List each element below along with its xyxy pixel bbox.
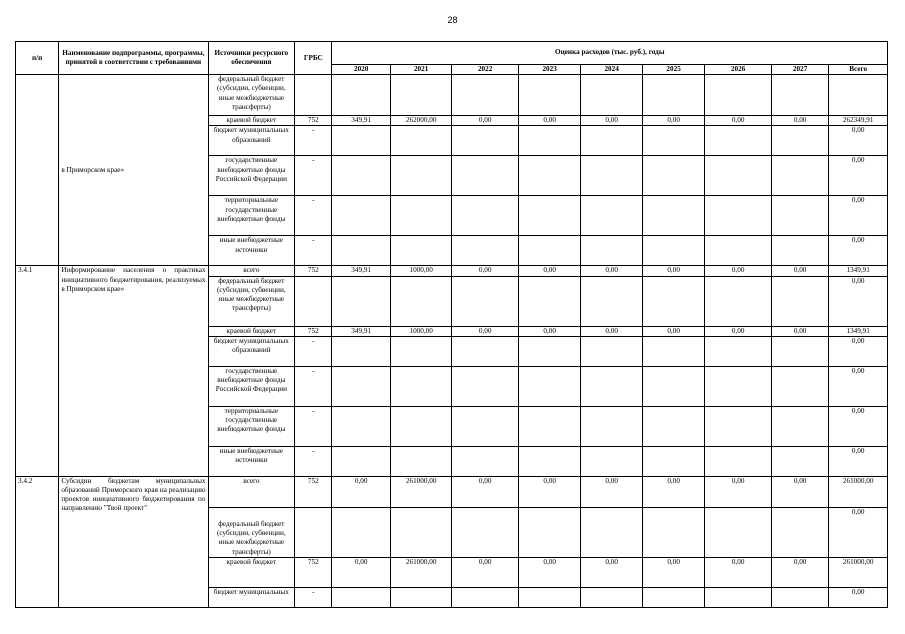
value-cell xyxy=(705,236,772,266)
value-cell xyxy=(518,507,580,557)
value-cell xyxy=(452,276,519,326)
total-cell: 0,00 xyxy=(829,126,888,156)
value-cell: 0,00 xyxy=(581,116,642,126)
grbs-cell: - xyxy=(295,126,332,156)
total-cell: 1349,91 xyxy=(829,266,888,276)
value-cell xyxy=(390,406,451,446)
value-cell: 0,00 xyxy=(771,116,828,126)
budget-table xyxy=(15,41,888,608)
value-cell: 0,00 xyxy=(705,326,772,336)
value-cell xyxy=(332,156,390,196)
grbs-cell: - xyxy=(295,236,332,266)
header-year: 2022 xyxy=(452,65,519,75)
value-cell xyxy=(390,336,451,366)
source-label: бюджет муниципальных xyxy=(208,587,295,607)
source-label: иные внебюджетные источники xyxy=(208,236,295,266)
value-cell xyxy=(581,276,642,326)
total-cell: 0,00 xyxy=(829,446,888,476)
program-name: Информирование населения о практиках инициативного бюджетирования, реализуемых в Приморском крае» xyxy=(59,266,208,476)
value-cell: 0,00 xyxy=(452,116,519,126)
value-cell xyxy=(452,446,519,476)
value-cell xyxy=(452,587,519,607)
value-cell: 261000,00 xyxy=(390,557,451,587)
value-cell xyxy=(642,406,704,446)
total-cell: 0,00 xyxy=(829,507,888,557)
value-cell xyxy=(332,236,390,266)
source-label: краевой бюджет xyxy=(208,116,295,126)
value-cell: 0,00 xyxy=(518,476,580,507)
value-cell xyxy=(771,446,828,476)
value-cell xyxy=(452,126,519,156)
value-cell xyxy=(332,507,390,557)
grbs-cell: - xyxy=(295,156,332,196)
grbs-cell: - xyxy=(295,587,332,607)
value-cell xyxy=(518,126,580,156)
value-cell: 0,00 xyxy=(771,557,828,587)
value-cell: 0,00 xyxy=(581,476,642,507)
value-cell xyxy=(771,507,828,557)
value-cell: 0,00 xyxy=(642,266,704,276)
value-cell: 0,00 xyxy=(771,326,828,336)
value-cell: 349,91 xyxy=(332,116,390,126)
grbs-cell: - xyxy=(295,336,332,366)
total-cell: 1349,91 xyxy=(829,326,888,336)
header-year: 2026 xyxy=(705,65,772,75)
value-cell xyxy=(642,336,704,366)
value-cell xyxy=(390,126,451,156)
source-label: федеральный бюджет (субсидии, субвенции, иные межбюджетные трансферты) xyxy=(208,507,295,557)
value-cell: 0,00 xyxy=(332,476,390,507)
value-cell xyxy=(390,196,451,236)
value-cell xyxy=(581,196,642,236)
row-number xyxy=(16,75,59,266)
value-cell: 0,00 xyxy=(518,326,580,336)
total-cell: 0,00 xyxy=(829,196,888,236)
source-label: краевой бюджет xyxy=(208,326,295,336)
value-cell xyxy=(581,406,642,446)
value-cell xyxy=(332,196,390,236)
grbs-cell xyxy=(295,75,332,116)
value-cell xyxy=(390,446,451,476)
value-cell xyxy=(518,236,580,266)
value-cell xyxy=(452,196,519,236)
header-name: Наименование подпрограммы, программы, принятой в соответствии с требованиями xyxy=(59,42,208,75)
value-cell: 0,00 xyxy=(771,266,828,276)
grbs-cell: - xyxy=(295,366,332,406)
value-cell xyxy=(705,366,772,406)
value-cell: 0,00 xyxy=(332,557,390,587)
source-label: государственные внебюджетные фонды Российской Федерации xyxy=(208,366,295,406)
grbs-cell: - xyxy=(295,196,332,236)
row-number: 3.4.2 xyxy=(16,476,59,607)
value-cell xyxy=(642,236,704,266)
grbs-cell: 752 xyxy=(295,266,332,276)
total-cell: 261000,00 xyxy=(829,557,888,587)
value-cell xyxy=(518,587,580,607)
value-cell xyxy=(390,587,451,607)
header-year: 2020 xyxy=(332,65,390,75)
value-cell: 261000,00 xyxy=(390,476,451,507)
value-cell: 349,91 xyxy=(332,326,390,336)
value-cell: 0,00 xyxy=(581,266,642,276)
value-cell: 0,00 xyxy=(518,266,580,276)
value-cell xyxy=(332,126,390,156)
value-cell xyxy=(390,366,451,406)
value-cell: 0,00 xyxy=(452,476,519,507)
value-cell xyxy=(390,276,451,326)
total-cell xyxy=(829,75,888,116)
program-name: в Приморском крае» xyxy=(59,75,208,266)
grbs-cell: - xyxy=(295,406,332,446)
value-cell xyxy=(390,75,451,116)
row-number: 3.4.1 xyxy=(16,266,59,476)
source-label: территориальные государственные внебюджетные фонды xyxy=(208,196,295,236)
value-cell: 0,00 xyxy=(518,116,580,126)
value-cell xyxy=(452,236,519,266)
value-cell xyxy=(581,587,642,607)
value-cell xyxy=(452,75,519,116)
program-name: Субсидии бюджетам муниципальных образований Приморского края на реализацию проектов инициативного бюджетирования по направлению "Твой проект" xyxy=(59,476,208,607)
value-cell xyxy=(332,336,390,366)
value-cell xyxy=(771,366,828,406)
grbs-cell: 752 xyxy=(295,116,332,126)
source-label: бюджет муниципальных образований xyxy=(208,336,295,366)
total-cell: 261000,00 xyxy=(829,476,888,507)
value-cell xyxy=(581,336,642,366)
value-cell xyxy=(642,196,704,236)
value-cell: 0,00 xyxy=(581,557,642,587)
source-label: федеральный бюджет (субсидии, субвенции, иные межбюджетные трансферты) xyxy=(208,75,295,116)
header-number: п/п xyxy=(16,42,59,75)
value-cell xyxy=(332,276,390,326)
value-cell xyxy=(518,366,580,406)
value-cell: 0,00 xyxy=(705,557,772,587)
value-cell xyxy=(642,366,704,406)
grbs-cell xyxy=(295,507,332,557)
value-cell: 0,00 xyxy=(452,266,519,276)
value-cell xyxy=(771,236,828,266)
total-cell: 0,00 xyxy=(829,366,888,406)
total-cell: 0,00 xyxy=(829,406,888,446)
source-label: федеральный бюджет (субсидии, субвенции, иные межбюджетные трансферты) xyxy=(208,276,295,326)
header-year: 2023 xyxy=(518,65,580,75)
value-cell xyxy=(518,196,580,236)
value-cell: 349,91 xyxy=(332,266,390,276)
total-cell: 262349,91 xyxy=(829,116,888,126)
grbs-cell: 752 xyxy=(295,326,332,336)
total-cell: 0,00 xyxy=(829,587,888,607)
value-cell xyxy=(518,336,580,366)
value-cell xyxy=(771,276,828,326)
source-label: всего xyxy=(208,266,295,276)
value-cell xyxy=(642,507,704,557)
value-cell: 0,00 xyxy=(642,476,704,507)
value-cell xyxy=(705,587,772,607)
value-cell xyxy=(581,446,642,476)
value-cell xyxy=(642,587,704,607)
value-cell xyxy=(705,406,772,446)
value-cell: 0,00 xyxy=(452,557,519,587)
value-cell xyxy=(581,507,642,557)
header-year: 2025 xyxy=(642,65,704,75)
grbs-cell: 752 xyxy=(295,476,332,507)
source-label: всего xyxy=(208,476,295,507)
value-cell xyxy=(332,406,390,446)
value-cell: 0,00 xyxy=(705,116,772,126)
value-cell xyxy=(642,446,704,476)
source-label: территориальные государственные внебюджетные фонды xyxy=(208,406,295,446)
value-cell xyxy=(581,75,642,116)
page-number: 28 xyxy=(447,15,458,25)
value-cell xyxy=(518,406,580,446)
value-cell xyxy=(581,126,642,156)
value-cell xyxy=(771,156,828,196)
value-cell: 0,00 xyxy=(771,476,828,507)
value-cell xyxy=(771,75,828,116)
total-cell: 0,00 xyxy=(829,336,888,366)
value-cell: 1000,00 xyxy=(390,326,451,336)
value-cell xyxy=(705,196,772,236)
header-source: Источники ресурсного обеспечения xyxy=(208,42,295,75)
value-cell xyxy=(332,75,390,116)
total-cell: 0,00 xyxy=(829,156,888,196)
value-cell xyxy=(705,336,772,366)
value-cell xyxy=(581,156,642,196)
value-cell xyxy=(642,126,704,156)
header-year: 2021 xyxy=(390,65,451,75)
value-cell xyxy=(518,156,580,196)
value-cell xyxy=(452,366,519,406)
header-grbs: ГРБС xyxy=(295,42,332,75)
value-cell xyxy=(452,336,519,366)
value-cell xyxy=(332,446,390,476)
grbs-cell: - xyxy=(295,446,332,476)
total-cell: 0,00 xyxy=(829,236,888,266)
total-cell: 0,00 xyxy=(829,276,888,326)
grbs-cell: 752 xyxy=(295,557,332,587)
value-cell xyxy=(705,446,772,476)
value-cell xyxy=(390,236,451,266)
header-total: Всего xyxy=(829,65,888,75)
value-cell: 262000,00 xyxy=(390,116,451,126)
value-cell xyxy=(332,587,390,607)
value-cell: 0,00 xyxy=(642,326,704,336)
source-label: государственные внебюджетные фонды Российской Федерации xyxy=(208,156,295,196)
value-cell: 0,00 xyxy=(642,116,704,126)
value-cell xyxy=(518,446,580,476)
value-cell xyxy=(642,75,704,116)
value-cell xyxy=(581,366,642,406)
value-cell xyxy=(581,236,642,266)
value-cell: 0,00 xyxy=(452,326,519,336)
value-cell xyxy=(332,366,390,406)
value-cell: 1000,00 xyxy=(390,266,451,276)
source-label: краевой бюджет xyxy=(208,557,295,587)
source-label: иные внебюджетные источники xyxy=(208,446,295,476)
header-year: 2024 xyxy=(581,65,642,75)
value-cell xyxy=(642,156,704,196)
value-cell xyxy=(771,196,828,236)
value-cell xyxy=(518,276,580,326)
value-cell xyxy=(452,406,519,446)
value-cell xyxy=(705,507,772,557)
value-cell xyxy=(771,587,828,607)
value-cell xyxy=(705,276,772,326)
value-cell xyxy=(452,507,519,557)
value-cell xyxy=(771,336,828,366)
header-year: 2027 xyxy=(771,65,828,75)
value-cell xyxy=(390,156,451,196)
value-cell: 0,00 xyxy=(642,557,704,587)
grbs-cell xyxy=(295,276,332,326)
table-row xyxy=(16,476,888,507)
value-cell xyxy=(390,507,451,557)
value-cell: 0,00 xyxy=(705,266,772,276)
value-cell: 0,00 xyxy=(518,557,580,587)
value-cell xyxy=(642,276,704,326)
table-row xyxy=(16,75,888,116)
header-estimate: Оценка расходов (тыс. руб.), годы xyxy=(332,42,888,65)
value-cell: 0,00 xyxy=(581,326,642,336)
value-cell xyxy=(518,75,580,116)
value-cell xyxy=(771,126,828,156)
table-row xyxy=(16,266,888,276)
value-cell: 0,00 xyxy=(705,476,772,507)
value-cell xyxy=(771,406,828,446)
value-cell xyxy=(705,156,772,196)
value-cell xyxy=(705,126,772,156)
value-cell xyxy=(705,75,772,116)
source-label: бюджет муниципальных образований xyxy=(208,126,295,156)
value-cell xyxy=(452,156,519,196)
